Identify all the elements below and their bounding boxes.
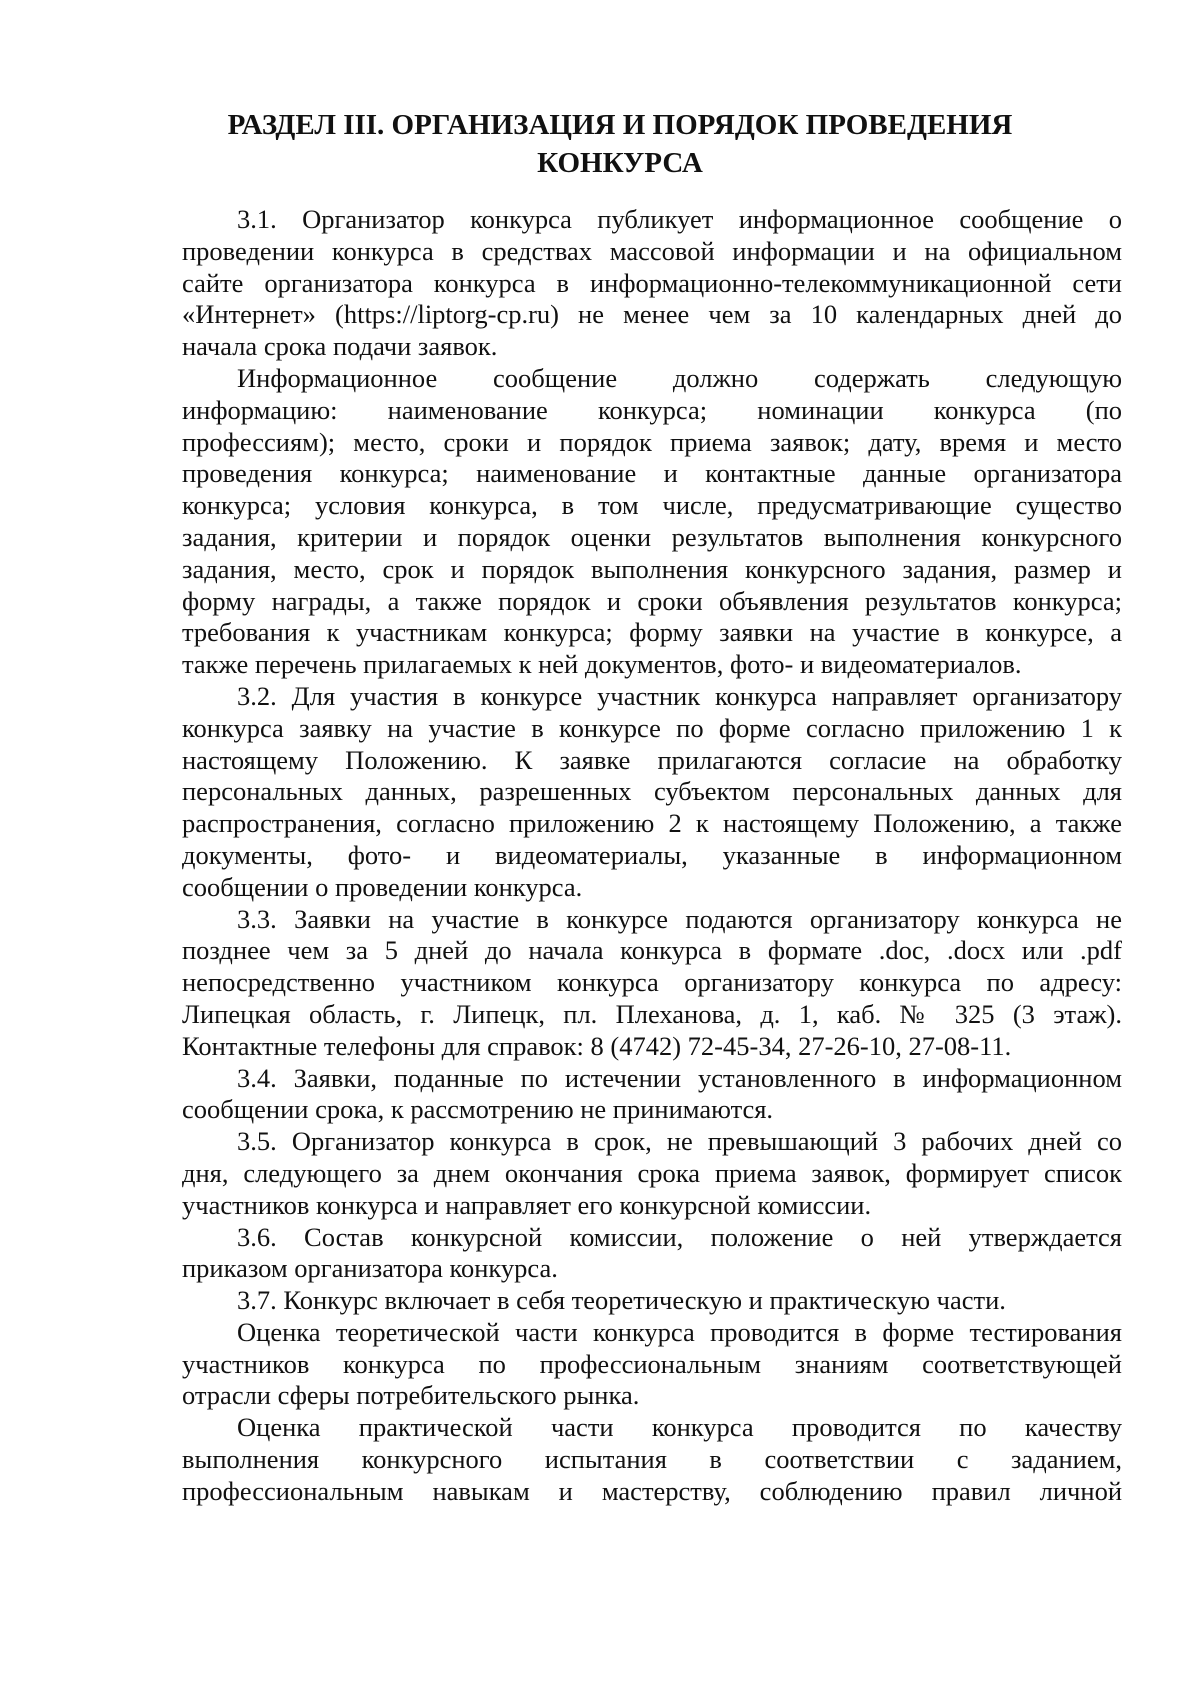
paragraph-3-1-line: 3.1. Организатор конкурса публикует информационное сообщение о xyxy=(237,204,1122,234)
paragraph-info-message-line: конкурса; условия конкурса, в том числе, предусматривающие существо xyxy=(182,490,1122,521)
paragraph-3-2-line: настоящему Положению. К заявке прилагаются согласие на обработку xyxy=(182,744,1122,775)
paragraph-3-3-line: Липецкая область, г. Липецк, пл. Плеханова, д. 1, каб. № 325 (3 этаж). xyxy=(182,998,1122,1029)
paragraph-practice-line: профессиональным навыкам и мастерству, соблюдению правил личной xyxy=(182,1475,1122,1506)
paragraph-3-2-line: сообщении о проведении конкурса. xyxy=(182,871,583,902)
paragraph-3-7-line: 3.7. Конкурс включает в себя теоретическую и практическую части. xyxy=(237,1285,1006,1316)
paragraph-practice-line: выполнения конкурсного испытания в соответствии с заданием, xyxy=(182,1444,1122,1475)
paragraph-3-1-line: проведении конкурса в средствах массовой информации и на официальном xyxy=(182,235,1122,266)
paragraph-theory-line: участников конкурса по профессиональным знаниям соответствующей xyxy=(182,1348,1122,1379)
paragraph-info-message-line: задания, место, срок и порядок выполнения конкурсного задания, размер и xyxy=(182,553,1122,584)
section-heading xyxy=(180,106,1060,182)
paragraph-3-5-line: 3.5. Организатор конкурса в срок, не превышающий 3 рабочих дней со xyxy=(237,1126,1122,1157)
paragraph-info-message-line: форму награды, а также порядок и сроки объявления результатов конкурса; xyxy=(182,585,1122,616)
section-heading-line-1: РАЗДЕЛ III. ОРГАНИЗАЦИЯ И ПОРЯДОК ПРОВЕДЕНИЯ xyxy=(227,109,1013,141)
paragraph-3-2-line: 3.2. Для участия в конкурсе участник конкурса направляет организатору xyxy=(237,680,1122,711)
paragraph-3-2-line: персональных данных, разрешенных субъектом персональных данных для xyxy=(182,776,1122,807)
paragraph-info-message-line: также перечень прилагаемых к ней документов, фото- и видеоматериалов. xyxy=(182,649,1022,680)
paragraph-3-5-line: дня, следующего за днем окончания срока приема заявок, формирует список xyxy=(182,1157,1122,1188)
paragraph-3-2-line: документы, фото- и видеоматериалы, указанные в информационном xyxy=(182,839,1122,870)
paragraph-3-3-line: Контактные телефоны для справок: 8 (4742) 72-45-34, 27-26-10, 27-08-11. xyxy=(182,1030,1012,1061)
paragraph-theory-line: Оценка теоретической части конкурса проводится в форме тестирования xyxy=(237,1316,1122,1347)
paragraph-info-message-line: требования к участникам конкурса; форму заявки на участие в конкурсе, а xyxy=(182,617,1122,648)
paragraph-3-2-line: распространения, согласно приложению 2 к настоящему Положению, а также xyxy=(182,808,1122,839)
paragraph-theory-line: отрасли сферы потребительского рынка. xyxy=(182,1380,640,1411)
paragraph-3-1-line: «Интернет» (https://liptorg-cp.ru) не менее чем за 10 календарных дней до xyxy=(182,299,1122,330)
paragraph-practice-line: Оценка практической части конкурса проводится по качеству xyxy=(237,1412,1122,1443)
section-heading-line-2: КОНКУРСА xyxy=(537,147,703,179)
paragraph-3-5-line: участников конкурса и направляет его конкурсной комиссии. xyxy=(182,1189,872,1220)
paragraph-3-1-line: начала срока подачи заявок. xyxy=(182,331,498,362)
paragraph-3-6-line: 3.6. Состав конкурсной комиссии, положение о ней утверждается xyxy=(237,1221,1122,1252)
paragraph-info-message-line: задания, критерии и порядок оценки результатов выполнения конкурсного xyxy=(182,521,1122,552)
paragraph-3-6-line: приказом организатора конкурса. xyxy=(182,1253,558,1284)
paragraph-info-message-line: информацию: наименование конкурса; номинации конкурса (по xyxy=(182,394,1122,425)
paragraph-info-message-line: Информационное сообщение должно содержать следующую xyxy=(237,362,1122,393)
paragraph-info-message-line: профессиям); место, сроки и порядок приема заявок; дату, время и место xyxy=(182,426,1122,457)
paragraph-3-4-line: сообщении срока, к рассмотрению не принимаются. xyxy=(182,1094,774,1125)
paragraph-3-1-line: сайте организатора конкурса в информационно-телекоммуникационной сети xyxy=(182,267,1122,298)
paragraph-3-3-line: позднее чем за 5 дней до начала конкурса в формате .doc, .docx или .pdf xyxy=(182,935,1122,966)
paragraph-3-3-line: 3.3. Заявки на участие в конкурсе подаются организатору конкурса не xyxy=(237,903,1122,934)
paragraph-info-message-line: проведения конкурса; наименование и контактные данные организатора xyxy=(182,458,1122,489)
paragraph-3-4-line: 3.4. Заявки, поданные по истечении установленного в информационном xyxy=(237,1062,1122,1093)
paragraph-3-2-line: конкурса заявку на участие в конкурсе по форме согласно приложению 1 к xyxy=(182,712,1122,743)
paragraph-3-3-line: непосредственно участником конкурса организатору конкурса по адресу: xyxy=(182,967,1122,998)
section-body xyxy=(182,204,1122,1508)
